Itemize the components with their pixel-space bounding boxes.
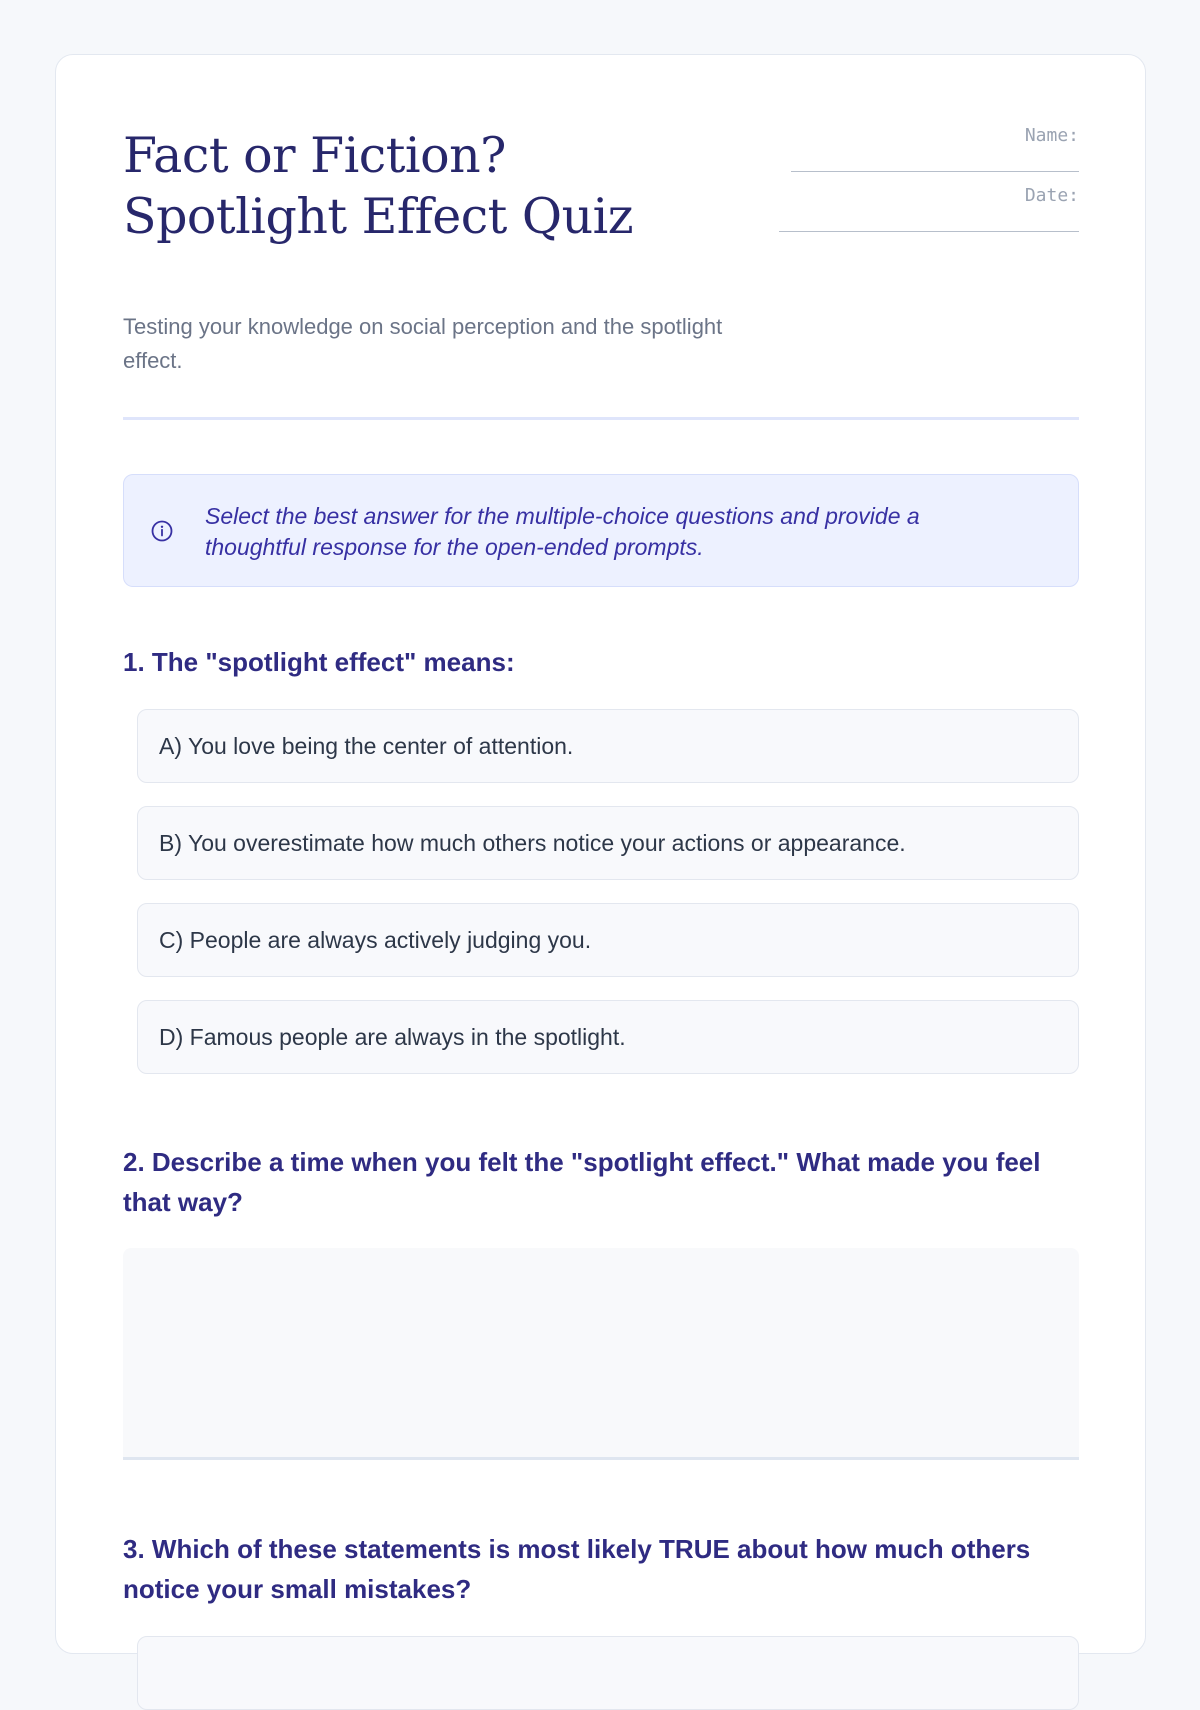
question-1-option-c[interactable] (137, 903, 1079, 977)
date-label: Date: (1024, 185, 1079, 206)
question-1-option-d[interactable] (137, 1000, 1079, 1074)
option-label: A) You love being the center of attention. (159, 733, 574, 759)
quiz-header (123, 125, 1079, 417)
name-line[interactable] (791, 171, 1079, 172)
quiz-card (55, 54, 1146, 1654)
name-label: Name: (1024, 125, 1079, 146)
page-title: Fact or Fiction? Spotlight Effect Quiz (123, 127, 634, 245)
question-3-option-a[interactable] (137, 1636, 1079, 1710)
question-1-title: 1. The "spotlight effect" means: (123, 647, 515, 677)
option-label: B) You overestimate how much others notice your actions or appearance. (159, 830, 906, 856)
question-1-option-b[interactable] (137, 806, 1079, 880)
date-line[interactable] (779, 231, 1079, 232)
question-2-response-field[interactable] (123, 1248, 1079, 1460)
instructions-box (123, 474, 1079, 587)
question-2-title: 2. Describe a time when you felt the "spotlight effect." What made you feel that way? (123, 1147, 1041, 1217)
option-label: D) Famous people are always in the spotlight. (159, 1024, 626, 1050)
question-3-title: 3. Which of these statements is most likely TRUE about how much others notice your small mistakes? (123, 1534, 1031, 1604)
info-icon (151, 520, 173, 542)
option-label: C) People are always actively judging you. (159, 927, 592, 953)
instructions-text: Select the best answer for the multiple-choice questions and provide a thoughtful response for the open-ended prompts. (205, 503, 920, 560)
header-divider (123, 417, 1079, 420)
question-1-option-a[interactable] (137, 709, 1079, 783)
page-subtitle: Testing your knowledge on social perception and the spotlight effect. (123, 314, 723, 373)
